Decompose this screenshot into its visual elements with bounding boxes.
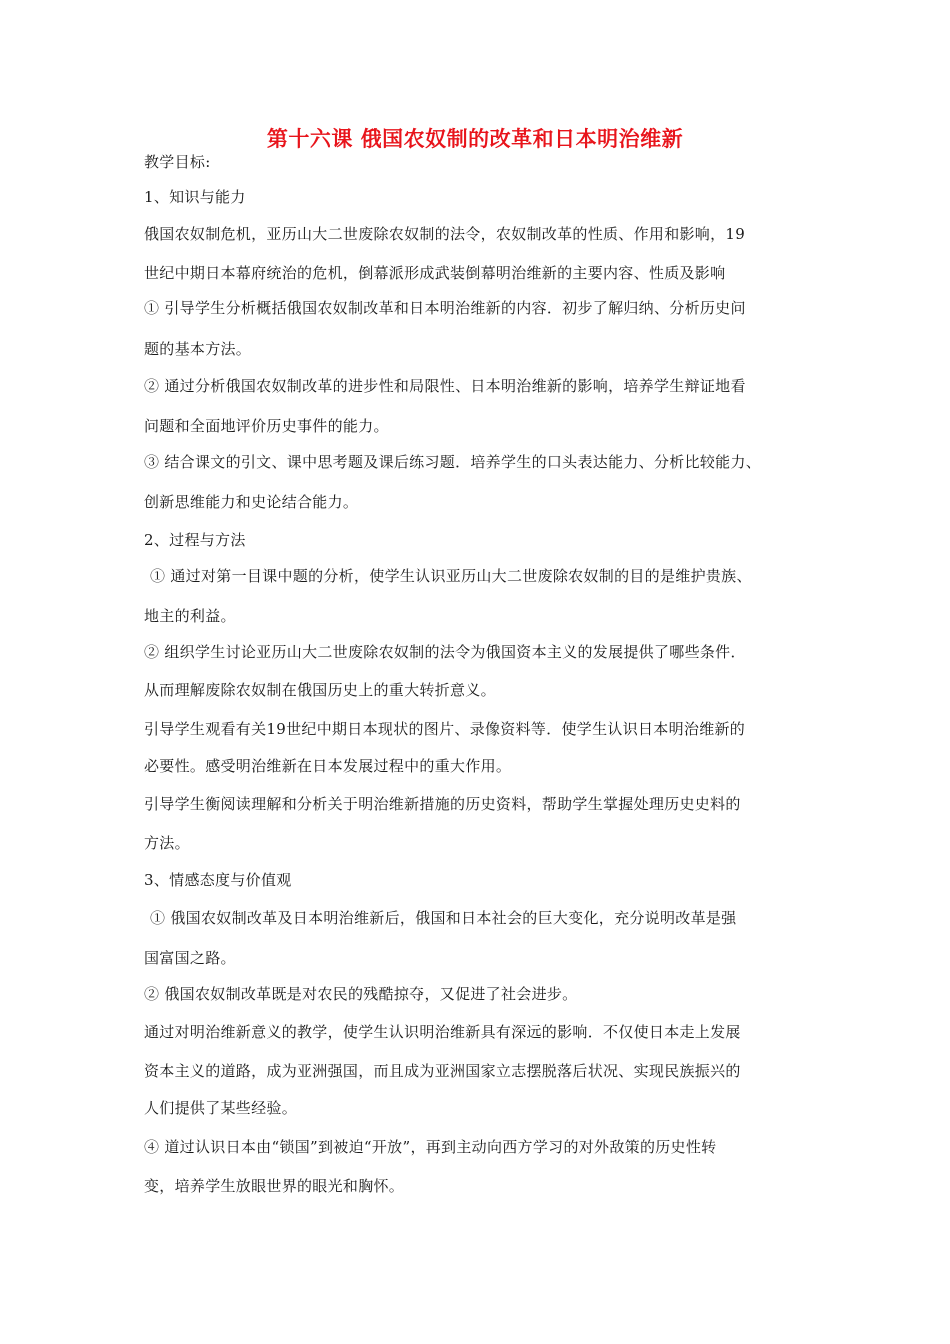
line-objectives-heading: 教学目标:	[144, 153, 211, 171]
paragraph-line: 人们提供了某些经验。	[144, 1099, 298, 1117]
paragraph-line: 国富国之路。	[144, 949, 236, 967]
paragraph-line: ① 引导学生分析概括俄国农奴制改革和日本明治维新的内容．初步了解归纳、分析历史问	[144, 299, 746, 317]
line-section-2-heading: 2、过程与方法	[144, 531, 246, 549]
paragraph-line: 通过对明治维新意义的教学，使学生认识明治维新具有深远的影响．不仅使日本走上发展	[144, 1023, 741, 1041]
paragraph-line: 引导学生衡阅读理解和分析关于明治维新措施的历史资料，帮助学生掌握处理历史史料的	[144, 795, 741, 813]
line-section-3-heading: 3、情感态度与价值观	[144, 871, 292, 889]
line-section-1-heading: 1、知识与能力	[144, 188, 246, 206]
paragraph-line: 方法。	[144, 834, 190, 852]
paragraph-line: 世纪中期日本幕府统治的危机，倒幕派形成武装倒幕明治维新的主要内容、性质及影响	[144, 264, 726, 282]
paragraph-line: ① 通过对第一目课中题的分析，使学生认识亚历山大二世废除农奴制的目的是维护贵族、	[150, 567, 752, 585]
paragraph-line: 引导学生观看有关19世纪中期日本现状的图片、录像资料等．使学生认识日本明治维新的	[144, 720, 746, 738]
paragraph-line: 问题和全面地评价历史事件的能力。	[144, 417, 389, 435]
paragraph-line: ③ 结合课文的引文、课中思考题及课后练习题．培养学生的口头表达能力、分析比较能力、	[144, 453, 762, 471]
paragraph-line: 题的基本方法。	[144, 340, 252, 358]
paragraph-line: 变，培养学生放眼世界的眼光和胸怀。	[144, 1177, 405, 1195]
paragraph-line: ④ 道过认识日本由“锁国”到被迫“开放”，再到主动向西方学习的对外敌策的历史性转	[144, 1138, 717, 1156]
paragraph-line: 资本主义的道路，成为亚洲强国，而且成为亚洲国家立志摆脱落后状况、实现民族振兴的	[144, 1062, 741, 1080]
paragraph-line: 地主的利益。	[144, 607, 236, 625]
paragraph-line: ② 组织学生讨论亚历山大二世废除农奴制的法令为俄国资本主义的发展提供了哪些条件．	[144, 643, 746, 661]
paragraph-line: 俄国农奴制危机，亚历山大二世废除农奴制的法令，农奴制改革的性质、作用和影响，19	[144, 225, 746, 243]
paragraph-line: 创新思维能力和史论结合能力。	[144, 493, 359, 511]
paragraph-line: ② 俄国农奴制改革既是对农民的残酷掠夺，又促进了社会进步。	[144, 985, 578, 1003]
paragraph-line: ② 通过分析俄国农奴制改革的进步性和局限性、日本明治维新的影响，培养学生辩证地看	[144, 377, 746, 395]
paragraph-line: 必要性。感受明治维新在日本发展过程中的重大作用。	[144, 757, 512, 775]
paragraph-line: 从而理解废除农奴制在俄国历史上的重大转折意义。	[144, 681, 496, 699]
page-title: 第十六课 俄国农奴制的改革和日本明治维新	[266, 127, 684, 151]
paragraph-line: ① 俄国农奴制改革及日本明治维新后，俄国和日本社会的巨大变化，充分说明改革是强	[150, 909, 737, 927]
